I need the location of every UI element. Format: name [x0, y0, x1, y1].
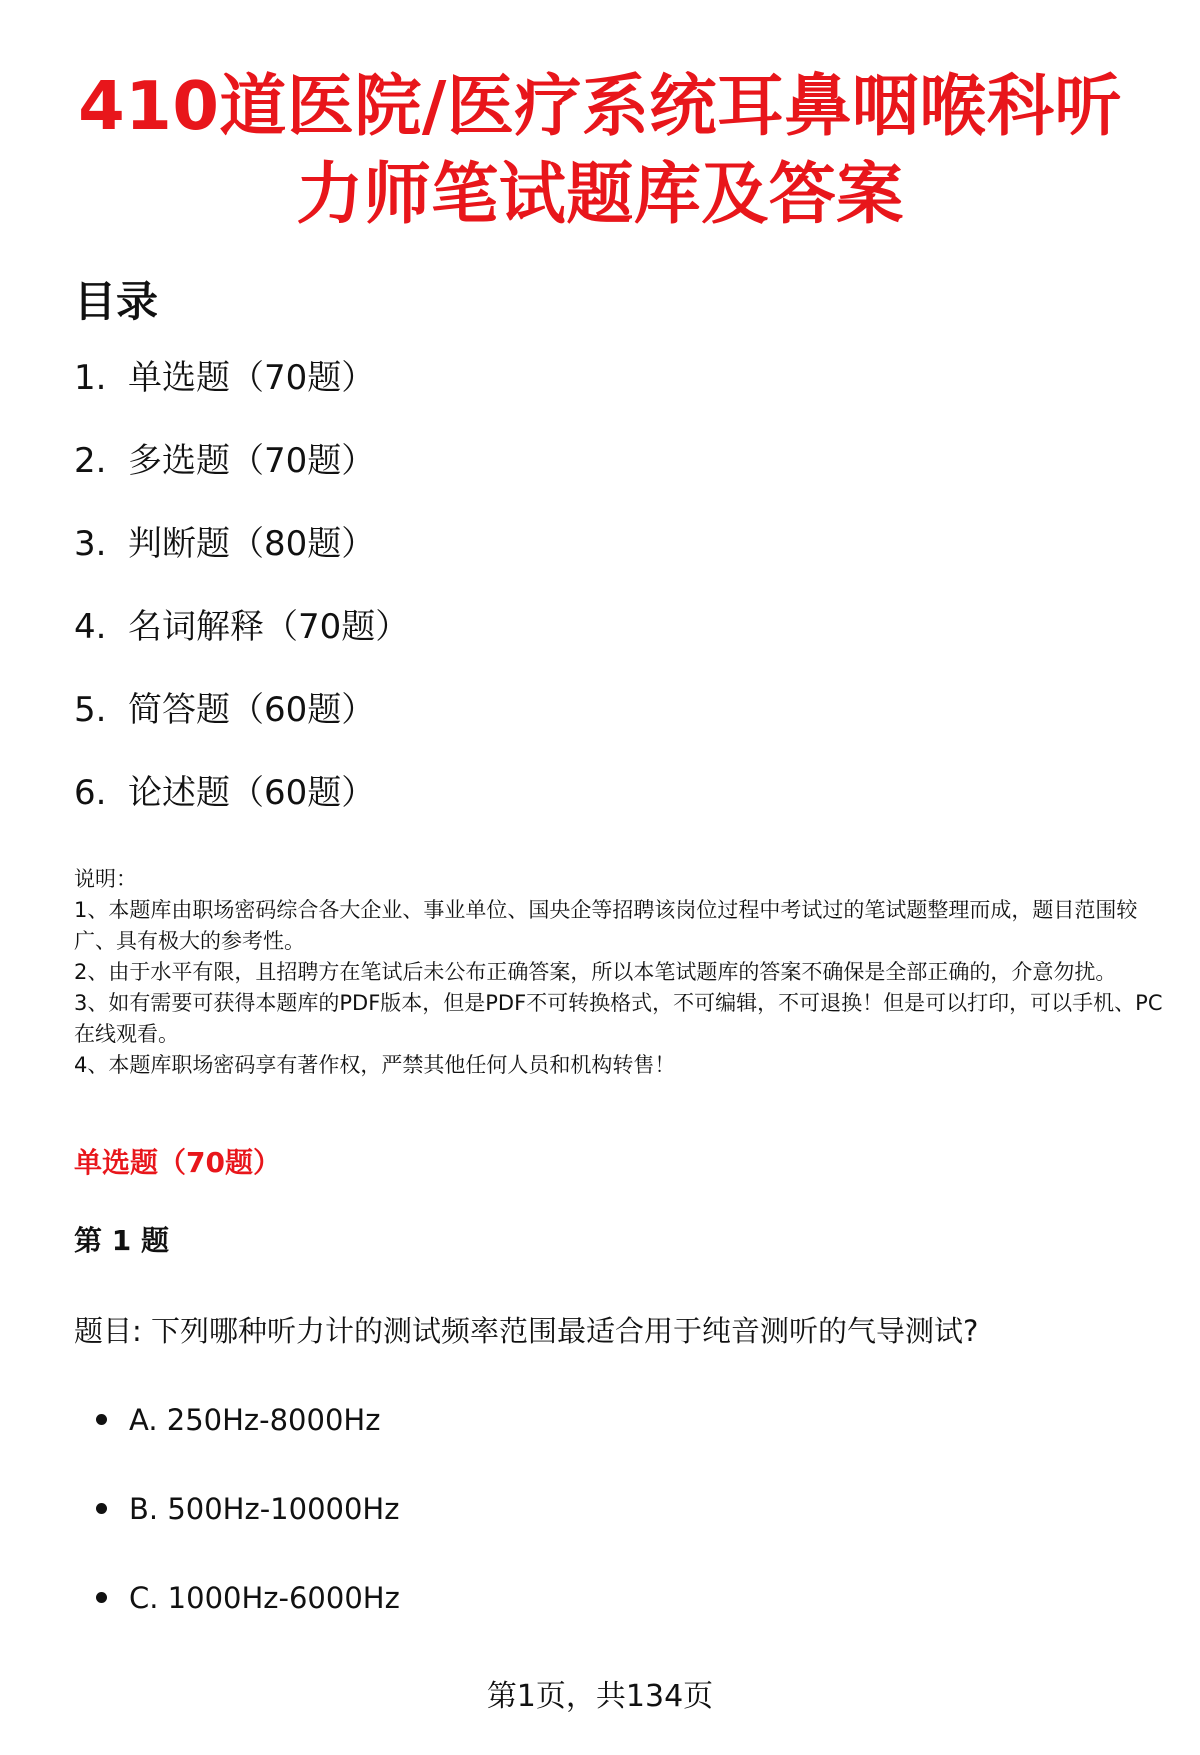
notes-block [74, 864, 1164, 1081]
toc-heading: 目录 [74, 277, 159, 326]
toc-item-term-definition[interactable] [74, 607, 409, 690]
toc-item-number: 6. [74, 773, 107, 813]
option-b[interactable] [96, 1488, 400, 1577]
toc-item-number: 4. [74, 607, 107, 647]
toc-item-single-choice[interactable] [74, 358, 409, 441]
page-number: 第1页，共134页 [486, 1679, 714, 1714]
toc-item-number: 3. [74, 524, 107, 564]
note-item: 2、由于水平有限，且招聘方在笔试后未公布正确答案，所以本笔试题库的答案不确保是全部正确的，介意勿扰。 [74, 960, 1117, 984]
note-item: 3、如有需要可获得本题库的PDF版本，但是PDF不可转换格式，不可编辑，不可退换！但是可以打印，可以手机、PC在线观看。 [74, 991, 1163, 1046]
toc-item-label: 多选题（70题） [128, 441, 376, 481]
option-label: A. 250Hz-8000Hz [129, 1403, 381, 1437]
option-a[interactable] [96, 1399, 400, 1488]
table-of-contents [74, 358, 409, 856]
toc-item-number: 1. [74, 358, 107, 398]
toc-item-label: 判断题（80题） [128, 524, 376, 564]
bullet-icon [96, 1414, 107, 1425]
document-title: 410道医院/医疗系统耳鼻咽喉科听力师笔试题库及答案 [78, 67, 1122, 233]
toc-item-true-false[interactable] [74, 524, 409, 607]
notes-heading: 说明： [74, 867, 137, 891]
toc-item-number: 2. [74, 441, 107, 481]
note-item: 1、本题库由职场密码综合各大企业、事业单位、国央企等招聘该岗位过程中考试过的笔试题整理而成，题目范围较广、具有极大的参考性。 [74, 898, 1138, 953]
question-text: 题目: 下列哪种听力计的测试频率范围最适合用于纯音测听的气导测试? [74, 1314, 979, 1348]
section-heading: 单选题（70题） [74, 1146, 281, 1179]
toc-item-multiple-choice[interactable] [74, 441, 409, 524]
toc-item-short-answer[interactable] [74, 690, 409, 773]
toc-item-essay[interactable] [74, 773, 409, 856]
option-label: B. 500Hz-10000Hz [129, 1492, 400, 1526]
toc-item-label: 简答题（60题） [128, 690, 376, 730]
option-c[interactable] [96, 1577, 400, 1666]
bullet-icon [96, 1592, 107, 1603]
toc-item-label: 论述题（60题） [128, 773, 376, 813]
answer-options [96, 1399, 400, 1666]
toc-item-label: 名词解释（70题） [128, 607, 410, 647]
toc-item-label: 单选题（70题） [128, 358, 376, 398]
option-label: C. 1000Hz-6000Hz [129, 1581, 400, 1615]
toc-item-number: 5. [74, 690, 107, 730]
note-item: 4、本题库职场密码享有著作权，严禁其他任何人员和机构转售！ [74, 1053, 676, 1077]
bullet-icon [96, 1503, 107, 1514]
question-number: 第 1 题 [74, 1224, 169, 1257]
